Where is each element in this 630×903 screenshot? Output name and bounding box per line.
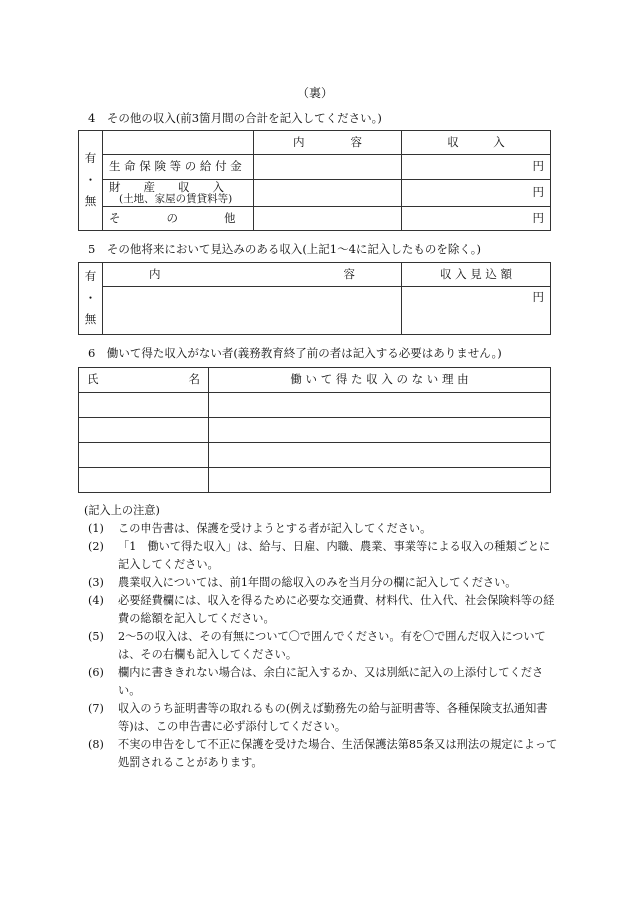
name-input[interactable] (79, 468, 209, 493)
name-input[interactable] (79, 393, 209, 418)
umu-yes: 有 (84, 150, 97, 165)
reason-input[interactable] (209, 418, 551, 443)
row-label-other: そ の 他 (103, 207, 254, 231)
header-reason: 働 い て 得 た 収 入 の な い 理 由 (209, 368, 551, 393)
note-item: (4) 必要経費欄には、収入を得るために必要な交通費、材料代、仕入代、社会保険料等の経費の総額を記入してください。 (88, 594, 555, 625)
note-item: (6) 欄内に書ききれない場合は、余白に記入するか、又は別紙に記入の上添付してください。 (88, 666, 544, 697)
income-input-insurance[interactable]: 円 (402, 155, 551, 180)
section6-heading: 6 働いて得た収入がない者(義務教育終了前の者は記入する必要はありません。) (88, 346, 502, 360)
header-income: 収 入 (402, 131, 551, 155)
income-input-other[interactable]: 円 (402, 207, 551, 231)
header-amount: 収 入 見 込 額 (402, 263, 551, 287)
note-item: (5) 2～5の収入は、その有無について〇で囲んでください。有を〇で囲んだ収入については、その右欄も記入してください。 (88, 630, 546, 661)
name-input[interactable] (79, 418, 209, 443)
section4-heading: 4 その他の収入(前3箇月間の合計を記入してください。) (88, 111, 382, 125)
reason-input[interactable] (209, 393, 551, 418)
note-item: (2) 「1 働いて得た収入」は、給与、日雇、内職、農業、事業等による収入の種類ごとに記入してください。 (88, 540, 551, 571)
umu-dot: ・ (84, 172, 97, 187)
umu-cell[interactable] (79, 263, 103, 335)
section6-table (78, 367, 551, 493)
content-input-insurance[interactable] (254, 155, 402, 180)
umu-cell[interactable] (79, 131, 103, 231)
notes (84, 502, 558, 772)
section5-table (78, 262, 551, 335)
page-title: （裏） (296, 86, 333, 100)
header-content: 内 容 (254, 131, 402, 155)
section5-heading: 5 その他将来において見込みのある収入(上記1～4に記入したものを除く。) (88, 242, 481, 256)
umu-dot: ・ (84, 290, 97, 305)
header-content-left: 内 (149, 266, 161, 281)
umu-no: 無 (84, 194, 97, 209)
umu-no: 無 (84, 312, 97, 327)
header-name-left: 氏 (87, 372, 99, 387)
note-item: (8) 不実の申告をして不正に保護を受けた場合、生活保護法第85条又は刑法の規定によって処罰されることがあります。 (88, 738, 558, 769)
content-input[interactable] (103, 287, 402, 335)
header-blank (103, 131, 254, 155)
income-input-property[interactable]: 円 (402, 180, 551, 207)
note-item: (7) 収入のうち証明書等の取れるもの(例えば勤務先の給与証明書等、各種保険支払通知書等)は、この申告書に必ず添付してください。 (88, 702, 548, 733)
section4-table (78, 130, 551, 231)
amount-input[interactable]: 円 (402, 287, 551, 335)
reason-input[interactable] (209, 443, 551, 468)
content-input-property[interactable] (254, 180, 402, 207)
header-content (103, 263, 402, 287)
notes-heading: (記入上の注意) (84, 504, 160, 517)
row-sublabel-property: (土地、家屋の賃貸料等) (119, 192, 233, 205)
note-item: (3) 農業収入については、前1年間の総収入のみを当月分の欄に記入してください。 (88, 576, 517, 589)
header-content-right: 容 (343, 266, 355, 281)
header-name-right: 名 (188, 372, 200, 387)
reason-input[interactable] (209, 468, 551, 493)
row-label-property: 財 産 収 入 (109, 180, 224, 195)
row-label-insurance: 生 命 保 険 等 の 給 付 金 (103, 155, 254, 180)
content-input-other[interactable] (254, 207, 402, 231)
name-input[interactable] (79, 443, 209, 468)
header-name (79, 368, 209, 393)
note-item: (1) この申告書は、保護を受けようとする者が記入してください。 (88, 522, 432, 535)
umu-yes: 有 (84, 268, 97, 283)
